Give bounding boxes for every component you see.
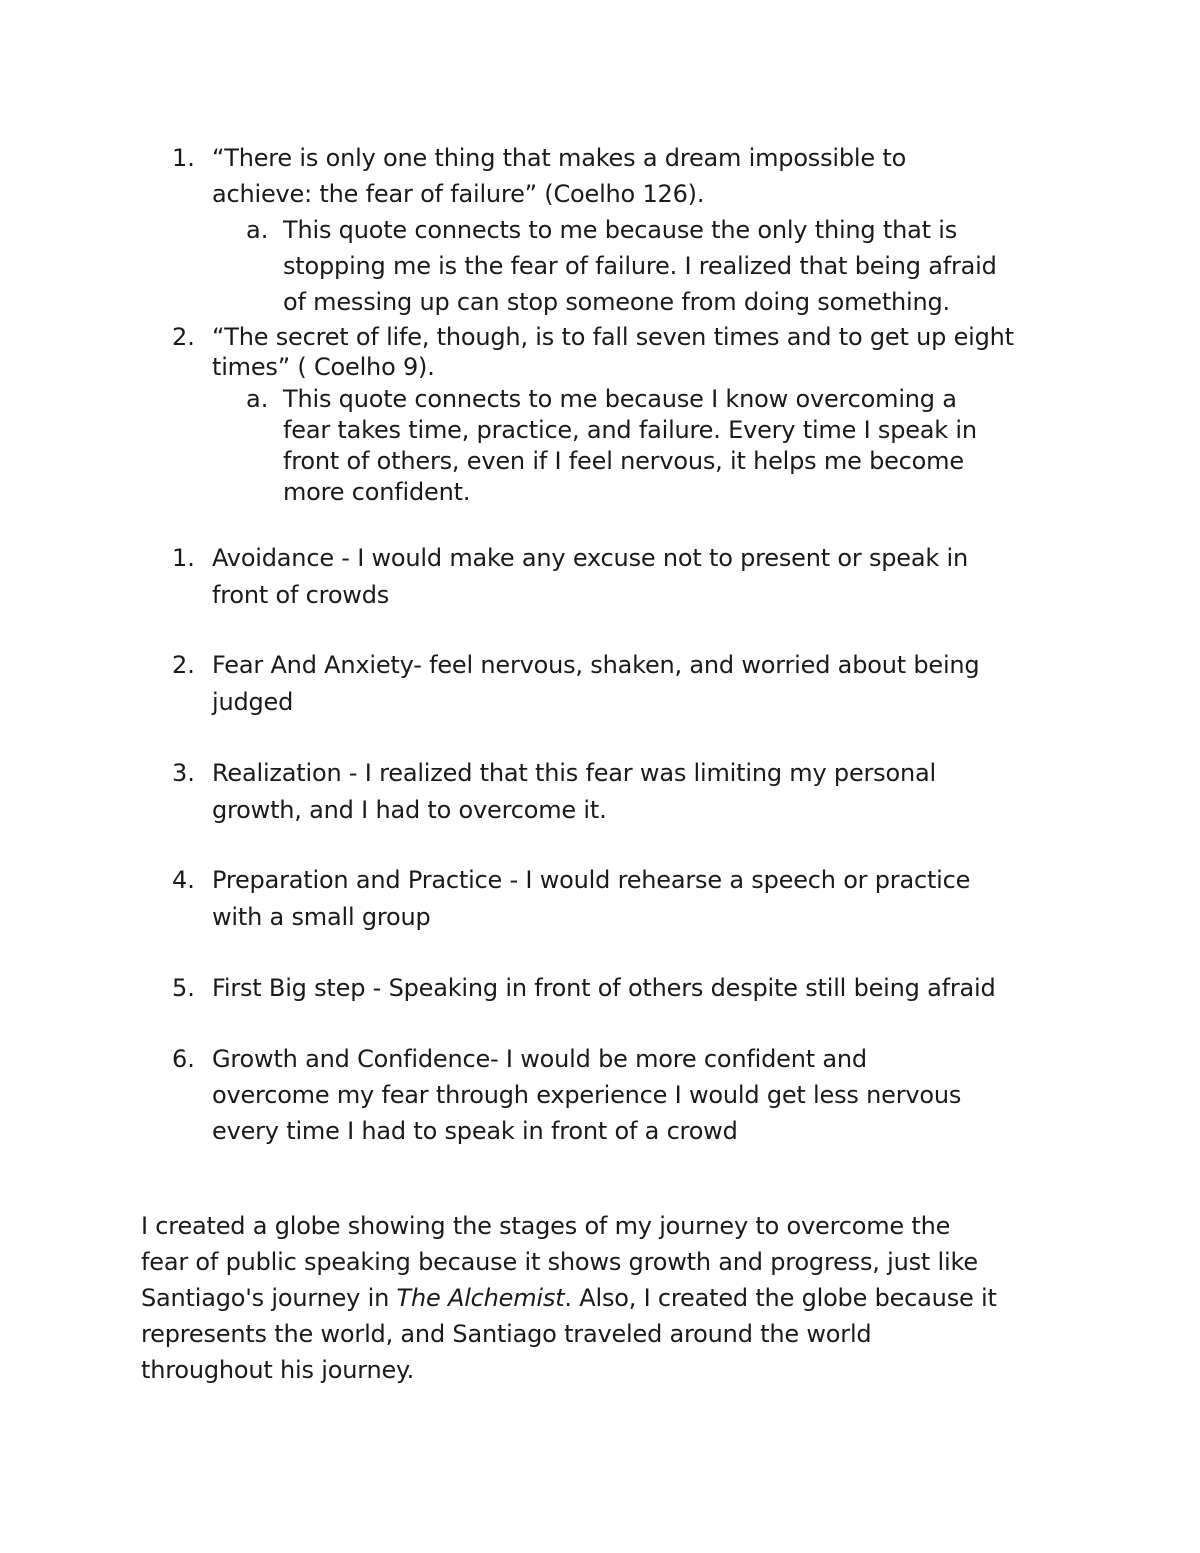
stage-text-line: Growth and Confidence- I would be more confident and — [212, 1045, 867, 1073]
list-marker: 3. — [172, 759, 195, 787]
stage-text-line: judged — [212, 688, 294, 716]
paragraph-line: throughout his journey. — [141, 1356, 415, 1384]
sub-list-marker: a. — [246, 385, 269, 413]
quote-text-line: “There is only one thing that makes a dream impossible to — [212, 144, 907, 172]
sub-item-line: This quote connects to me because the only thing that is — [283, 216, 958, 244]
paragraph-text: . Also, I created the globe because it — [564, 1284, 997, 1312]
stage-text-line: Preparation and Practice - I would rehearse a speech or practice — [212, 866, 971, 894]
stage-text-line: overcome my fear through experience I would get less nervous — [212, 1081, 962, 1109]
stage-text-line: growth, and I had to overcome it. — [212, 796, 607, 824]
stage-text-line: Avoidance - I would make any excuse not to present or speak in — [212, 544, 968, 572]
quote-text-line: “The secret of life, though, is to fall seven times and to get up eight — [212, 323, 1014, 351]
list-marker: 5. — [172, 974, 195, 1002]
quote-text-line: achieve: the fear of failure” (Coelho 126). — [212, 180, 705, 208]
paragraph-line: fear of public speaking because it shows growth and progress, just like — [141, 1248, 978, 1276]
list-marker: 4. — [172, 866, 195, 894]
stage-text-line: First Big step - Speaking in front of others despite still being afraid — [212, 974, 996, 1002]
paragraph-line: represents the world, and Santiago traveled around the world — [141, 1320, 872, 1348]
sub-item-line: front of others, even if I feel nervous, it helps me become — [283, 447, 964, 475]
sub-item-line: fear takes time, practice, and failure. Every time I speak in — [283, 416, 977, 444]
stage-text-line: front of crowds — [212, 581, 390, 609]
sub-item-line: stopping me is the fear of failure. I realized that being afraid — [283, 252, 997, 280]
list-marker: 6. — [172, 1045, 195, 1073]
stage-text-line: every time I had to speak in front of a crowd — [212, 1117, 738, 1145]
sub-item-line: of messing up can stop someone from doing something. — [283, 288, 950, 316]
list-marker: 1. — [172, 144, 195, 172]
list-marker: 2. — [172, 651, 195, 679]
stage-text-line: Realization - I realized that this fear was limiting my personal — [212, 759, 936, 787]
sub-item-line: This quote connects to me because I know overcoming a — [283, 385, 957, 413]
quote-text-line: times” ( Coelho 9). — [212, 353, 435, 381]
stage-text-line: with a small group — [212, 903, 431, 931]
paragraph-line: I created a globe showing the stages of my journey to overcome the — [141, 1212, 951, 1240]
paragraph-line — [141, 1283, 997, 1313]
book-title: The Alchemist — [396, 1284, 565, 1312]
sub-item-line: more confident. — [283, 478, 471, 506]
sub-list-marker: a. — [246, 216, 269, 244]
stage-text-line: Fear And Anxiety- feel nervous, shaken, and worried about being — [212, 651, 980, 679]
list-marker: 1. — [172, 544, 195, 572]
list-marker: 2. — [172, 323, 195, 351]
paragraph-text: Santiago's journey in — [141, 1284, 397, 1312]
